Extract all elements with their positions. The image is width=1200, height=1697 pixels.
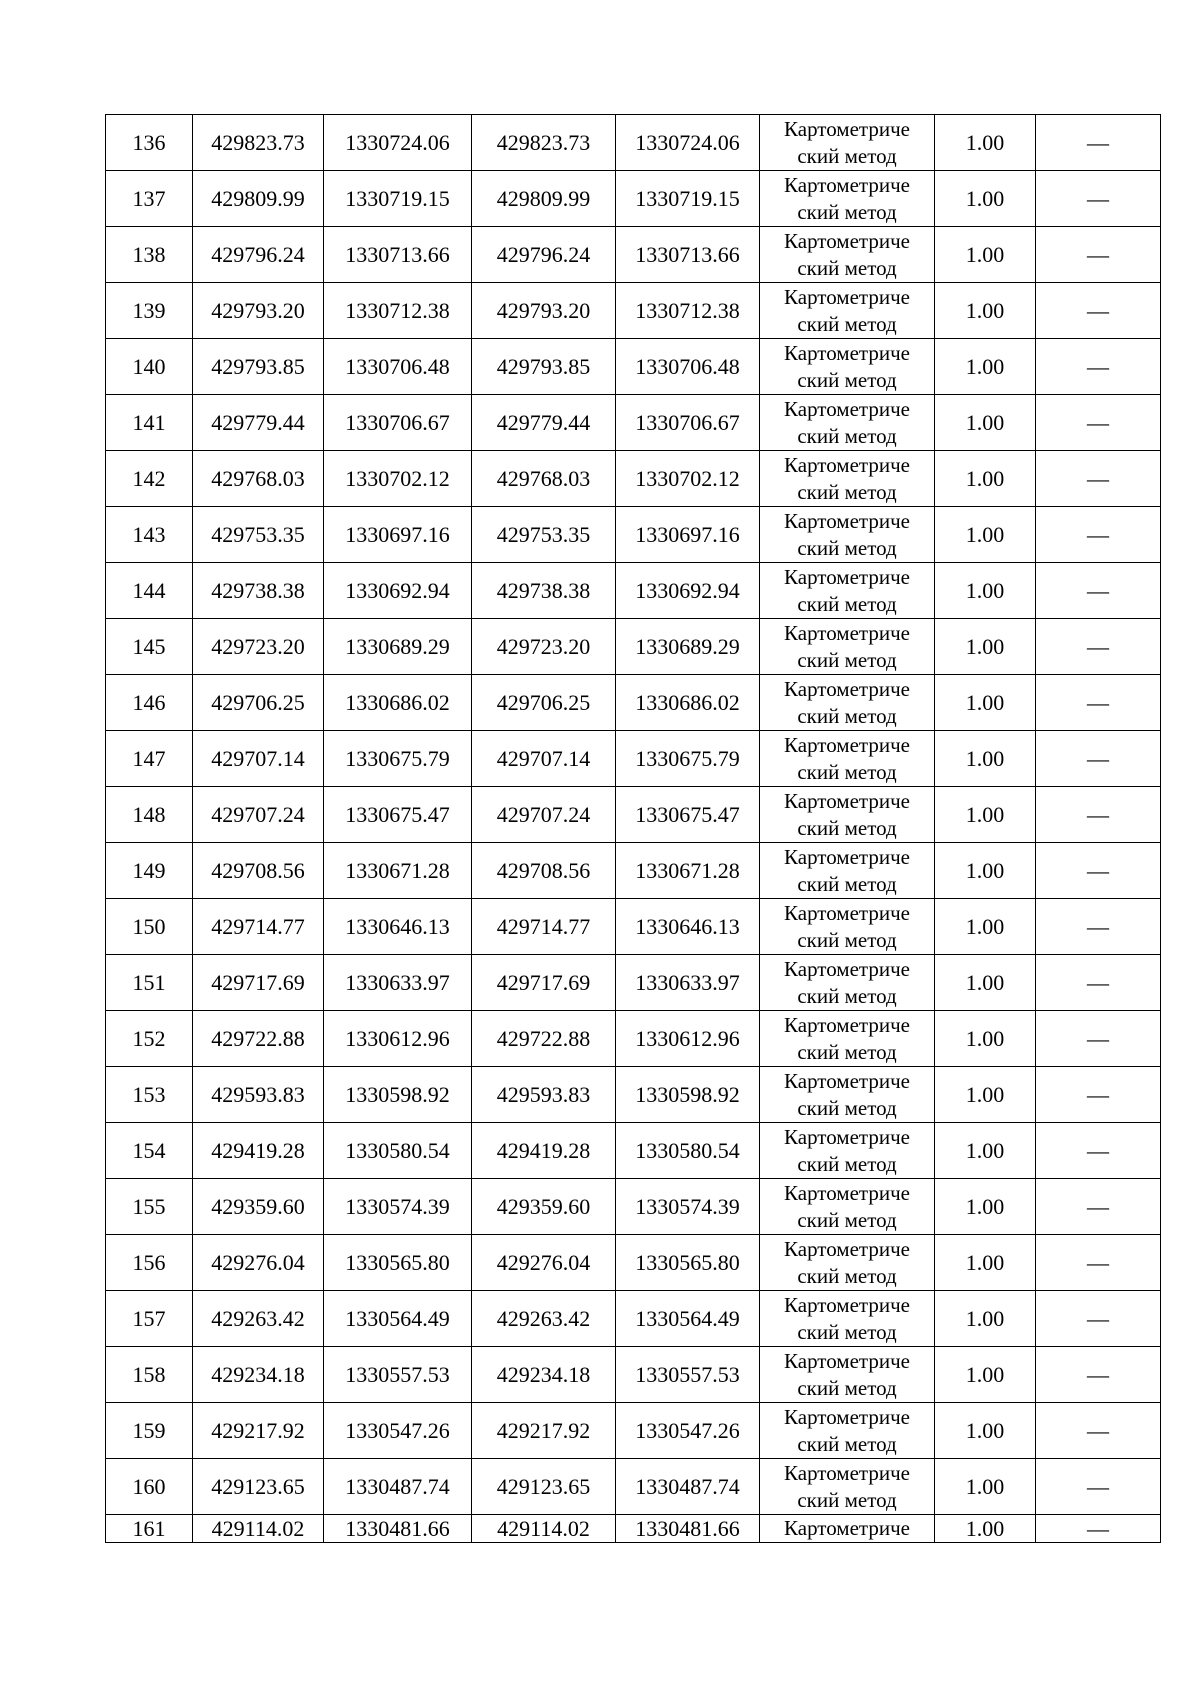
- method-line-1: Картометриче: [784, 1236, 910, 1261]
- method-cell: [760, 1123, 935, 1179]
- y-refined-cell: 1330712.38: [616, 283, 760, 339]
- method-line-1: Картометриче: [784, 676, 910, 701]
- note-cell: —: [1036, 283, 1161, 339]
- y-refined-cell: 1330565.80: [616, 1235, 760, 1291]
- y-existing-cell: 1330547.26: [324, 1403, 472, 1459]
- method-line-2: ский метод: [797, 759, 897, 784]
- x-existing-cell: 429359.60: [193, 1179, 324, 1235]
- method-line-1: Картометриче: [784, 564, 910, 589]
- table-row: [106, 451, 1161, 507]
- y-refined-cell: 1330671.28: [616, 843, 760, 899]
- x-existing-cell: 429717.69: [193, 955, 324, 1011]
- note-cell: —: [1036, 395, 1161, 451]
- table-row: [106, 1515, 1161, 1543]
- point-number-cell: 148: [106, 787, 193, 843]
- method-line-1: Картометриче: [784, 844, 910, 869]
- note-cell: —: [1036, 675, 1161, 731]
- x-refined-cell: 429707.14: [472, 731, 616, 787]
- y-existing-cell: 1330564.49: [324, 1291, 472, 1347]
- accuracy-cell: 1.00: [935, 563, 1036, 619]
- method-line-2: ский метод: [797, 1207, 897, 1232]
- method-cell: [760, 115, 935, 171]
- note-cell: —: [1036, 1515, 1161, 1543]
- method-cell: [760, 955, 935, 1011]
- note-cell: —: [1036, 1459, 1161, 1515]
- x-existing-cell: 429809.99: [193, 171, 324, 227]
- y-refined-cell: 1330557.53: [616, 1347, 760, 1403]
- accuracy-cell: 1.00: [935, 843, 1036, 899]
- x-existing-cell: 429796.24: [193, 227, 324, 283]
- table-row: [106, 787, 1161, 843]
- point-number-cell: 146: [106, 675, 193, 731]
- x-refined-cell: 429717.69: [472, 955, 616, 1011]
- method-line-1: Картометриче: [784, 340, 910, 365]
- accuracy-cell: 1.00: [935, 1123, 1036, 1179]
- accuracy-cell: 1.00: [935, 1179, 1036, 1235]
- x-existing-cell: 429114.02: [193, 1515, 324, 1543]
- method-line-2: ский метод: [797, 815, 897, 840]
- y-refined-cell: 1330564.49: [616, 1291, 760, 1347]
- x-existing-cell: 429234.18: [193, 1347, 324, 1403]
- accuracy-cell: 1.00: [935, 451, 1036, 507]
- accuracy-cell: 1.00: [935, 1347, 1036, 1403]
- method-cell: [760, 395, 935, 451]
- method-line-2: ский метод: [797, 479, 897, 504]
- x-refined-cell: 429217.92: [472, 1403, 616, 1459]
- x-refined-cell: 429823.73: [472, 115, 616, 171]
- method-line-2: ский метод: [797, 983, 897, 1008]
- y-existing-cell: 1330598.92: [324, 1067, 472, 1123]
- point-number-cell: 153: [106, 1067, 193, 1123]
- table-row: [106, 1067, 1161, 1123]
- y-existing-cell: 1330580.54: [324, 1123, 472, 1179]
- table-row: [106, 1403, 1161, 1459]
- x-refined-cell: 429123.65: [472, 1459, 616, 1515]
- point-number-cell: 160: [106, 1459, 193, 1515]
- method-line-1: Картометриче: [784, 956, 910, 981]
- method-line-2: ский метод: [797, 423, 897, 448]
- point-number-cell: 156: [106, 1235, 193, 1291]
- method-line-2: ский метод: [797, 871, 897, 896]
- point-number-cell: 145: [106, 619, 193, 675]
- y-existing-cell: 1330689.29: [324, 619, 472, 675]
- y-refined-cell: 1330633.97: [616, 955, 760, 1011]
- method-line-1: Картометриче: [784, 172, 910, 197]
- y-refined-cell: 1330612.96: [616, 1011, 760, 1067]
- method-line-2: ский метод: [797, 1319, 897, 1344]
- table-row: [106, 1235, 1161, 1291]
- table-row: [106, 171, 1161, 227]
- x-existing-cell: 429793.85: [193, 339, 324, 395]
- y-existing-cell: 1330671.28: [324, 843, 472, 899]
- accuracy-cell: 1.00: [935, 1235, 1036, 1291]
- y-existing-cell: 1330702.12: [324, 451, 472, 507]
- method-line-1: Картометриче: [784, 1180, 910, 1205]
- method-cell: [760, 283, 935, 339]
- y-refined-cell: 1330481.66: [616, 1515, 760, 1543]
- point-number-cell: 147: [106, 731, 193, 787]
- method-cell: [760, 1179, 935, 1235]
- accuracy-cell: 1.00: [935, 1067, 1036, 1123]
- method-cell: [760, 675, 935, 731]
- method-line-2: ский метод: [797, 1039, 897, 1064]
- point-number-cell: 155: [106, 1179, 193, 1235]
- method-cell: [760, 227, 935, 283]
- x-refined-cell: 429234.18: [472, 1347, 616, 1403]
- method-line-2: ский метод: [797, 591, 897, 616]
- note-cell: —: [1036, 227, 1161, 283]
- x-refined-cell: 429753.35: [472, 507, 616, 563]
- x-existing-cell: 429707.14: [193, 731, 324, 787]
- x-refined-cell: 429793.20: [472, 283, 616, 339]
- note-cell: —: [1036, 787, 1161, 843]
- note-cell: —: [1036, 1235, 1161, 1291]
- note-cell: —: [1036, 339, 1161, 395]
- point-number-cell: 161: [106, 1515, 193, 1543]
- note-cell: —: [1036, 563, 1161, 619]
- table-row: [106, 339, 1161, 395]
- point-number-cell: 144: [106, 563, 193, 619]
- y-existing-cell: 1330675.79: [324, 731, 472, 787]
- table-row: [106, 115, 1161, 171]
- method-line-2: ский метод: [797, 1151, 897, 1176]
- x-existing-cell: 429593.83: [193, 1067, 324, 1123]
- table-row: [106, 395, 1161, 451]
- accuracy-cell: 1.00: [935, 619, 1036, 675]
- y-refined-cell: 1330702.12: [616, 451, 760, 507]
- method-cell: [760, 619, 935, 675]
- note-cell: —: [1036, 507, 1161, 563]
- y-refined-cell: 1330706.48: [616, 339, 760, 395]
- x-existing-cell: 429217.92: [193, 1403, 324, 1459]
- note-cell: —: [1036, 1011, 1161, 1067]
- method-cell: [760, 171, 935, 227]
- method-line-2: ский метод: [797, 1095, 897, 1120]
- y-refined-cell: 1330686.02: [616, 675, 760, 731]
- table-row: [106, 843, 1161, 899]
- method-cell: [760, 1515, 935, 1543]
- method-line-1: Картометриче: [784, 228, 910, 253]
- table-row: [106, 1011, 1161, 1067]
- y-existing-cell: 1330481.66: [324, 1515, 472, 1543]
- point-number-cell: 137: [106, 171, 193, 227]
- note-cell: —: [1036, 619, 1161, 675]
- x-existing-cell: 429276.04: [193, 1235, 324, 1291]
- y-refined-cell: 1330689.29: [616, 619, 760, 675]
- x-refined-cell: 429706.25: [472, 675, 616, 731]
- method-line-1: Картометриче: [784, 1348, 910, 1373]
- x-existing-cell: 429123.65: [193, 1459, 324, 1515]
- x-existing-cell: 429779.44: [193, 395, 324, 451]
- table-row: [106, 955, 1161, 1011]
- note-cell: —: [1036, 451, 1161, 507]
- method-line-2: ский метод: [797, 1375, 897, 1400]
- x-refined-cell: 429714.77: [472, 899, 616, 955]
- method-line-2: ский метод: [797, 143, 897, 168]
- method-cell: [760, 339, 935, 395]
- x-refined-cell: 429722.88: [472, 1011, 616, 1067]
- y-existing-cell: 1330706.48: [324, 339, 472, 395]
- x-existing-cell: 429707.24: [193, 787, 324, 843]
- accuracy-cell: 1.00: [935, 787, 1036, 843]
- point-number-cell: 142: [106, 451, 193, 507]
- x-existing-cell: 429753.35: [193, 507, 324, 563]
- y-refined-cell: 1330598.92: [616, 1067, 760, 1123]
- method-line-2: ский метод: [797, 647, 897, 672]
- x-refined-cell: 429796.24: [472, 227, 616, 283]
- method-line-1: Картометриче: [784, 1404, 910, 1429]
- y-refined-cell: 1330646.13: [616, 899, 760, 955]
- accuracy-cell: 1.00: [935, 1515, 1036, 1543]
- table-row: [106, 1123, 1161, 1179]
- note-cell: —: [1036, 171, 1161, 227]
- point-number-cell: 136: [106, 115, 193, 171]
- accuracy-cell: 1.00: [935, 899, 1036, 955]
- method-line-1: Картометриче: [784, 284, 910, 309]
- method-cell: [760, 731, 935, 787]
- note-cell: —: [1036, 843, 1161, 899]
- point-number-cell: 143: [106, 507, 193, 563]
- method-cell: [760, 1347, 935, 1403]
- point-number-cell: 159: [106, 1403, 193, 1459]
- y-existing-cell: 1330633.97: [324, 955, 472, 1011]
- y-refined-cell: 1330574.39: [616, 1179, 760, 1235]
- x-refined-cell: 429708.56: [472, 843, 616, 899]
- x-existing-cell: 429793.20: [193, 283, 324, 339]
- method-cell: [760, 1235, 935, 1291]
- x-refined-cell: 429768.03: [472, 451, 616, 507]
- table-row: [106, 899, 1161, 955]
- method-cell: [760, 507, 935, 563]
- y-existing-cell: 1330646.13: [324, 899, 472, 955]
- y-existing-cell: 1330724.06: [324, 115, 472, 171]
- y-refined-cell: 1330580.54: [616, 1123, 760, 1179]
- method-line-1: Картометриче: [784, 732, 910, 757]
- method-line-1: Картометриче: [784, 1124, 910, 1149]
- point-number-cell: 158: [106, 1347, 193, 1403]
- y-refined-cell: 1330719.15: [616, 171, 760, 227]
- point-number-cell: 139: [106, 283, 193, 339]
- method-cell: [760, 843, 935, 899]
- accuracy-cell: 1.00: [935, 339, 1036, 395]
- note-cell: —: [1036, 1291, 1161, 1347]
- accuracy-cell: 1.00: [935, 1291, 1036, 1347]
- x-existing-cell: 429722.88: [193, 1011, 324, 1067]
- y-existing-cell: 1330686.02: [324, 675, 472, 731]
- x-refined-cell: 429419.28: [472, 1123, 616, 1179]
- x-refined-cell: 429707.24: [472, 787, 616, 843]
- method-cell: [760, 451, 935, 507]
- accuracy-cell: 1.00: [935, 227, 1036, 283]
- table-row: [106, 731, 1161, 787]
- note-cell: —: [1036, 1347, 1161, 1403]
- note-cell: —: [1036, 899, 1161, 955]
- table-row: [106, 619, 1161, 675]
- y-existing-cell: 1330565.80: [324, 1235, 472, 1291]
- x-refined-cell: 429359.60: [472, 1179, 616, 1235]
- x-refined-cell: 429114.02: [472, 1515, 616, 1543]
- x-existing-cell: 429723.20: [193, 619, 324, 675]
- accuracy-cell: 1.00: [935, 1403, 1036, 1459]
- table-row: [106, 675, 1161, 731]
- table-body: [106, 115, 1161, 1543]
- y-existing-cell: 1330706.67: [324, 395, 472, 451]
- method-cell: [760, 563, 935, 619]
- accuracy-cell: 1.00: [935, 1011, 1036, 1067]
- accuracy-cell: 1.00: [935, 1459, 1036, 1515]
- point-number-cell: 154: [106, 1123, 193, 1179]
- x-existing-cell: 429738.38: [193, 563, 324, 619]
- table-row: [106, 227, 1161, 283]
- method-line-2: ский метод: [797, 1263, 897, 1288]
- y-existing-cell: 1330713.66: [324, 227, 472, 283]
- method-line-1: Картометриче: [784, 1460, 910, 1485]
- y-refined-cell: 1330713.66: [616, 227, 760, 283]
- y-refined-cell: 1330697.16: [616, 507, 760, 563]
- point-number-cell: 152: [106, 1011, 193, 1067]
- method-line-2: ский метод: [797, 927, 897, 952]
- method-line-2: ский метод: [797, 199, 897, 224]
- y-refined-cell: 1330487.74: [616, 1459, 760, 1515]
- point-number-cell: 157: [106, 1291, 193, 1347]
- x-refined-cell: 429793.85: [472, 339, 616, 395]
- method-line-1: Картометриче: [784, 1516, 910, 1540]
- note-cell: —: [1036, 1179, 1161, 1235]
- y-existing-cell: 1330712.38: [324, 283, 472, 339]
- x-existing-cell: 429708.56: [193, 843, 324, 899]
- point-number-cell: 141: [106, 395, 193, 451]
- note-cell: —: [1036, 731, 1161, 787]
- method-line-1: Картометриче: [784, 1012, 910, 1037]
- method-line-1: Картометриче: [784, 116, 910, 141]
- method-cell: [760, 1459, 935, 1515]
- method-line-2: ский метод: [797, 703, 897, 728]
- note-cell: —: [1036, 115, 1161, 171]
- method-cell: [760, 787, 935, 843]
- method-cell: [760, 1291, 935, 1347]
- x-existing-cell: 429419.28: [193, 1123, 324, 1179]
- y-existing-cell: 1330697.16: [324, 507, 472, 563]
- method-line-1: Картометриче: [784, 508, 910, 533]
- y-refined-cell: 1330724.06: [616, 115, 760, 171]
- accuracy-cell: 1.00: [935, 395, 1036, 451]
- note-cell: —: [1036, 955, 1161, 1011]
- x-existing-cell: 429714.77: [193, 899, 324, 955]
- y-refined-cell: 1330675.47: [616, 787, 760, 843]
- note-cell: —: [1036, 1403, 1161, 1459]
- method-line-1: Картометриче: [784, 788, 910, 813]
- method-line-1: Картометриче: [784, 1292, 910, 1317]
- x-refined-cell: 429263.42: [472, 1291, 616, 1347]
- note-cell: —: [1036, 1123, 1161, 1179]
- method-line-1: Картометриче: [784, 620, 910, 645]
- y-existing-cell: 1330612.96: [324, 1011, 472, 1067]
- x-refined-cell: 429809.99: [472, 171, 616, 227]
- accuracy-cell: 1.00: [935, 507, 1036, 563]
- y-refined-cell: 1330547.26: [616, 1403, 760, 1459]
- accuracy-cell: 1.00: [935, 171, 1036, 227]
- method-line-2: ский метод: [797, 535, 897, 560]
- method-cell: [760, 1403, 935, 1459]
- method-line-2: ский метод: [797, 367, 897, 392]
- point-number-cell: 149: [106, 843, 193, 899]
- accuracy-cell: 1.00: [935, 955, 1036, 1011]
- x-existing-cell: 429823.73: [193, 115, 324, 171]
- y-existing-cell: 1330487.74: [324, 1459, 472, 1515]
- point-number-cell: 138: [106, 227, 193, 283]
- method-line-2: ский метод: [797, 255, 897, 280]
- accuracy-cell: 1.00: [935, 115, 1036, 171]
- method-line-2: ский метод: [797, 1487, 897, 1512]
- method-line-2: ский метод: [797, 1431, 897, 1456]
- table-row: [106, 1459, 1161, 1515]
- accuracy-cell: 1.00: [935, 731, 1036, 787]
- method-line-1: Картометриче: [784, 1068, 910, 1093]
- table-row: [106, 1347, 1161, 1403]
- table-row: [106, 507, 1161, 563]
- y-existing-cell: 1330692.94: [324, 563, 472, 619]
- point-number-cell: 150: [106, 899, 193, 955]
- point-number-cell: 151: [106, 955, 193, 1011]
- y-refined-cell: 1330692.94: [616, 563, 760, 619]
- x-refined-cell: 429593.83: [472, 1067, 616, 1123]
- method-line-2: ский метод: [797, 311, 897, 336]
- x-refined-cell: 429723.20: [472, 619, 616, 675]
- note-cell: —: [1036, 1067, 1161, 1123]
- x-refined-cell: 429276.04: [472, 1235, 616, 1291]
- y-refined-cell: 1330675.79: [616, 731, 760, 787]
- accuracy-cell: 1.00: [935, 283, 1036, 339]
- method-cell: [760, 1011, 935, 1067]
- y-existing-cell: 1330557.53: [324, 1347, 472, 1403]
- method-line-1: Картометриче: [784, 396, 910, 421]
- table-row: [106, 1179, 1161, 1235]
- method-cell: [760, 899, 935, 955]
- table-row: [106, 283, 1161, 339]
- method-line-1: Картометриче: [784, 452, 910, 477]
- point-number-cell: 140: [106, 339, 193, 395]
- method-line-1: Картометриче: [784, 900, 910, 925]
- y-refined-cell: 1330706.67: [616, 395, 760, 451]
- x-existing-cell: 429768.03: [193, 451, 324, 507]
- method-cell: [760, 1067, 935, 1123]
- coordinates-table: [105, 114, 1161, 1543]
- y-existing-cell: 1330719.15: [324, 171, 472, 227]
- x-existing-cell: 429263.42: [193, 1291, 324, 1347]
- y-existing-cell: 1330574.39: [324, 1179, 472, 1235]
- table-row: [106, 563, 1161, 619]
- y-existing-cell: 1330675.47: [324, 787, 472, 843]
- accuracy-cell: 1.00: [935, 675, 1036, 731]
- x-refined-cell: 429738.38: [472, 563, 616, 619]
- x-existing-cell: 429706.25: [193, 675, 324, 731]
- table-row: [106, 1291, 1161, 1347]
- x-refined-cell: 429779.44: [472, 395, 616, 451]
